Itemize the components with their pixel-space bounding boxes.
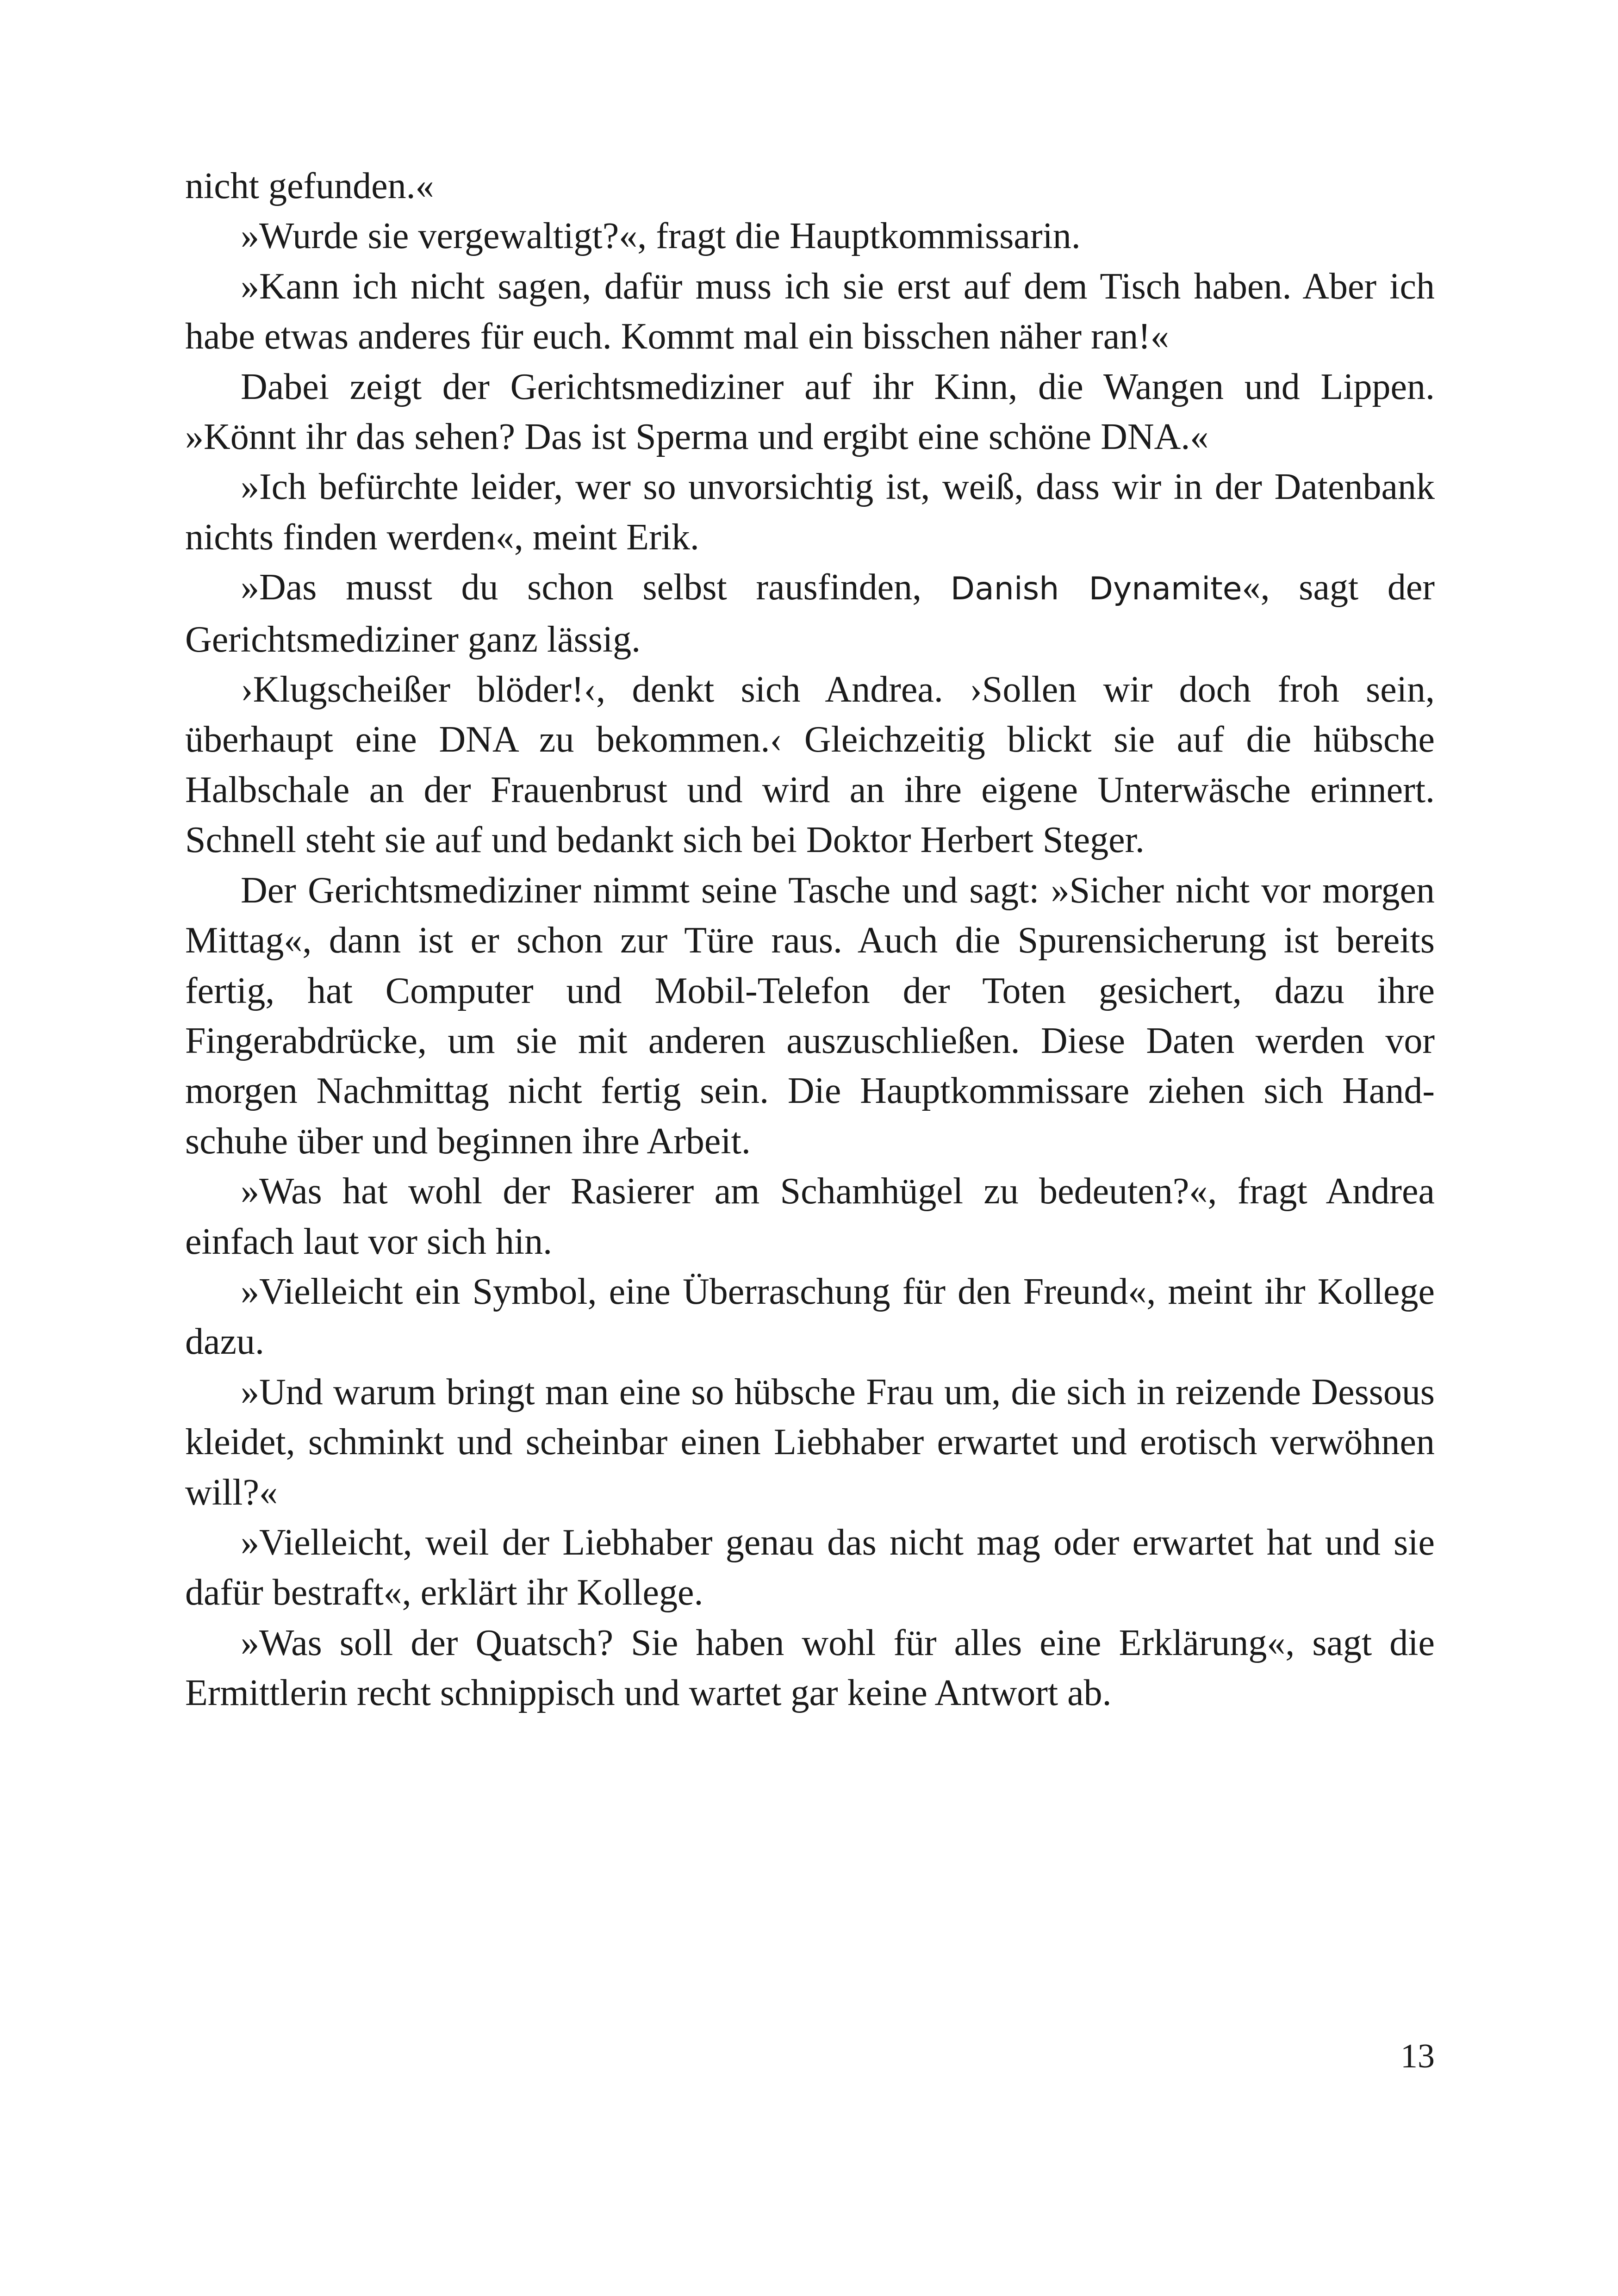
paragraph-text-part: »Das musst du schon selbst rausfinden, bbox=[241, 567, 951, 608]
paragraph: »Und warum bringt man eine so hübsche Frau um, die sich in reizende Dessous kleidet, schminkt und scheinbar einen Liebhaber erwartet und erotisch verwöhnen will?« bbox=[185, 1371, 1435, 1513]
page-number: 13 bbox=[1400, 2037, 1435, 2075]
paragraph: ›Klugscheißer blöder!‹, denkt sich Andrea. ›Sollen wir doch froh sein, überhaupt eine DNA zu bekommen.‹ Gleichzeitig blickt sie auf die hübsche Halbschale an der Frauenbrust und wird an ihre eigene Unterwäsche erinnert. Schnell steht sie auf und bedankt sich bei Doktor Herbert Steger. bbox=[185, 669, 1435, 861]
paragraph: »Was hat wohl der Rasierer am Schamhügel zu bedeuten?«, fragt Andrea einfach laut vor sich hin. bbox=[185, 1171, 1435, 1262]
book-page-body bbox=[185, 161, 1435, 1718]
paragraph: »Wurde sie vergewaltigt?«, fragt die Hauptkommissarin. bbox=[241, 216, 1081, 257]
paragraph: »Kann ich nicht sagen, dafür muss ich sie erst auf dem Tisch haben. Aber ich habe etwas anderes für euch. Kommt mal ein bisschen näher ran!« bbox=[185, 266, 1435, 357]
paragraph: Der Gerichtsmediziner nimmt seine Tasche und sagt: »Sicher nicht vor morgen Mittag«, dann ist er schon zur Türe raus. Auch die Spurensicherung ist bereits fertig, hat Computer und Mobil-Telefon der Toten gesichert, dazu ihre Fingerabdrücke, um sie mit anderen auszuschließen. Diese Daten werden vor morgen Nachmittag nicht fertig sein. Die Hauptkommissare ziehen sich Handschuhe über und beginnen ihre Arbeit. bbox=[185, 870, 1435, 1162]
paragraph: »Vielleicht ein Symbol, eine Überraschung für den Freund«, meint ihr Kollege dazu. bbox=[185, 1271, 1435, 1363]
paragraph: »Was soll der Quatsch? Sie haben wohl für alles eine Erklärung«, sagt die Ermittlerin recht schnippisch und wartet gar keine Antwort ab. bbox=[185, 1622, 1435, 1714]
paragraph: »Ich befürchte leider, wer so unvorsichtig ist, weiß, dass wir in der Datenbank nichts finden werden«, meint Erik. bbox=[185, 467, 1435, 558]
paragraph: Dabei zeigt der Gerichtsmediziner auf ihr Kinn, die Wangen und Lippen. »Könnt ihr das sehen? Das ist Sperma und ergibt eine schöne DNA.« bbox=[185, 366, 1435, 458]
paragraph bbox=[185, 562, 1435, 665]
paragraph: »Vielleicht, weil der Liebhaber genau das nicht mag oder erwartet hat und sie dafür bestraft«, erklärt ihr Kollege. bbox=[185, 1522, 1435, 1613]
paragraph-text-part: «, sagt der Gerichtsmediziner ganz lässig. bbox=[185, 567, 1435, 660]
alt-font-phrase: Danish Dynamite bbox=[950, 571, 1242, 608]
paragraph: nicht gefunden.« bbox=[185, 166, 434, 206]
